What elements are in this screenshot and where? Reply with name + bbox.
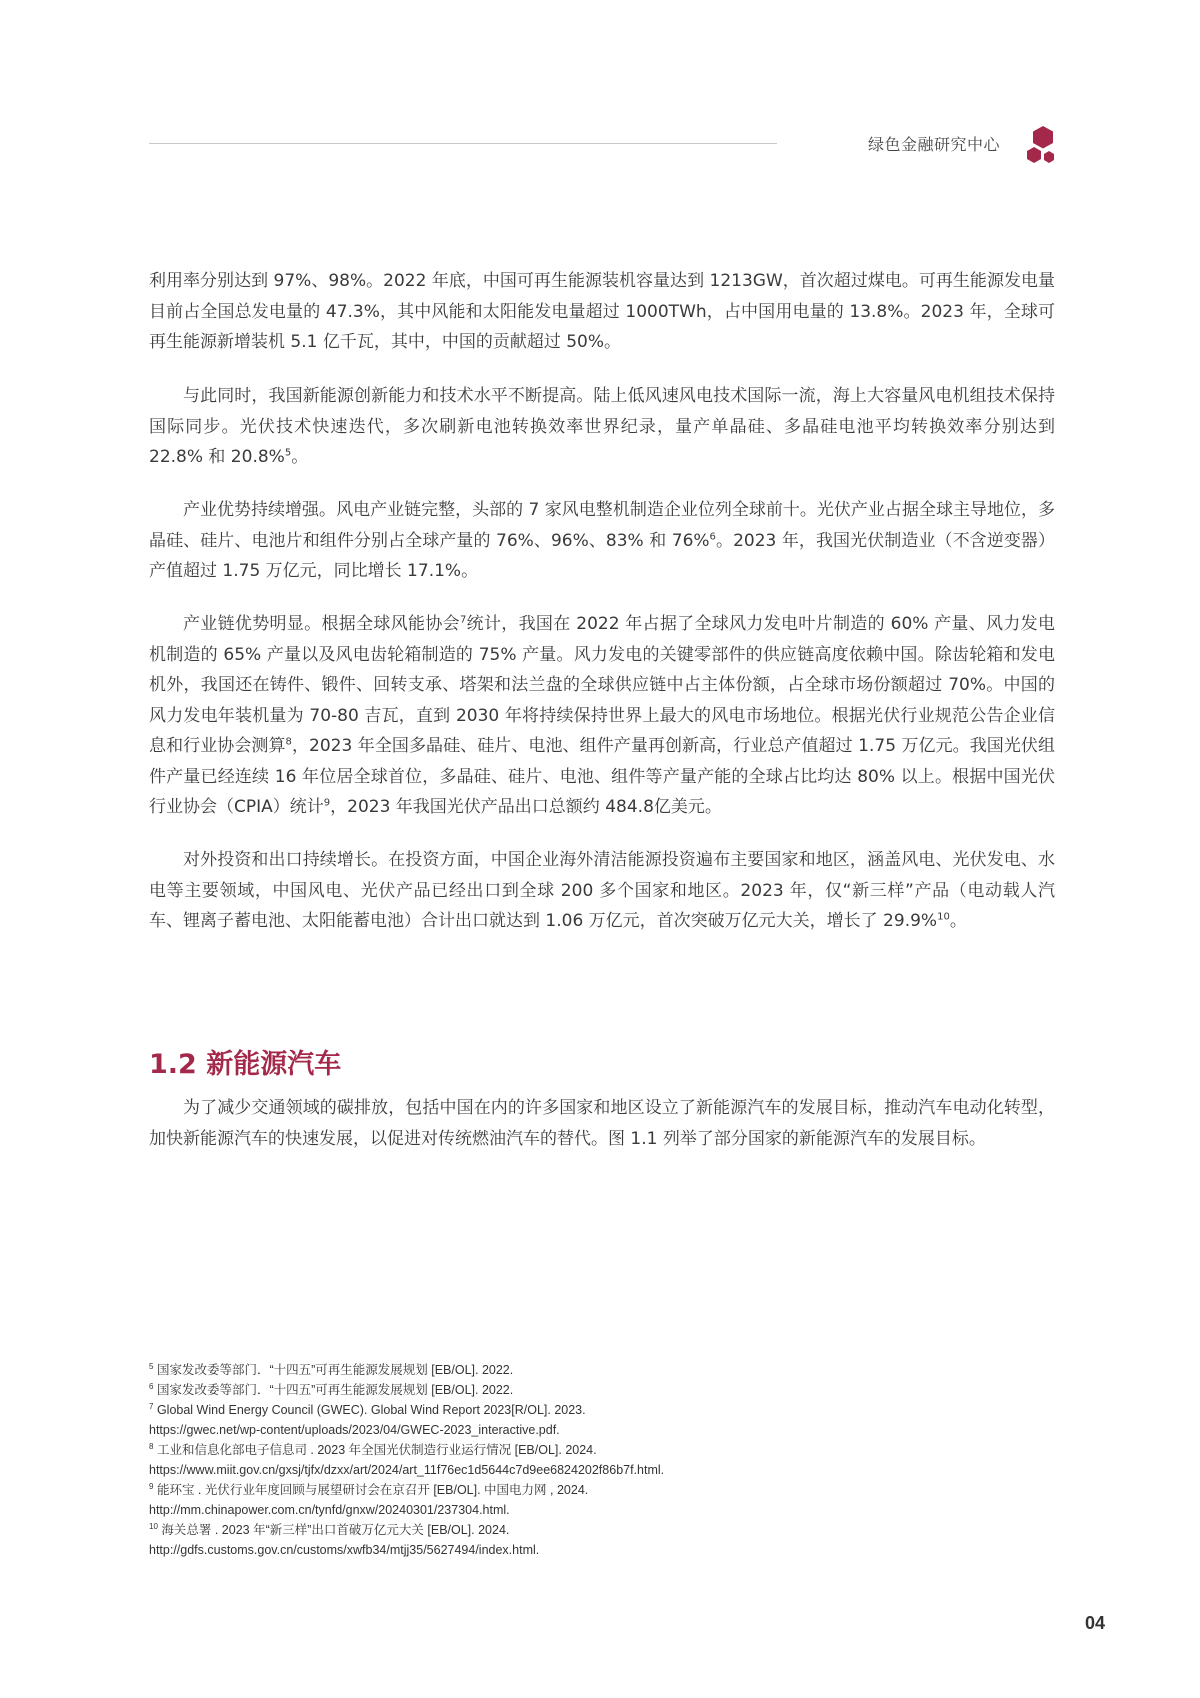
footnote-10-url[interactable]: http://gdfs.customs.gov.cn/customs/xwfb34/mtjj35/5627494/index.html. [149, 1543, 540, 1557]
footnote-number: 5 [149, 1361, 154, 1371]
footnote-7 [149, 1400, 1049, 1420]
footnote-9-url[interactable]: http://mm.chinapower.com.cn/tynfd/gnxw/20240301/237304.html. [149, 1503, 510, 1517]
paragraph-text: 利用率分别达到 97%、98%。2022 年底，中国可再生能源装机容量达到 1213GW，首次超过煤电。可再生能源发电量目前占全国总发电量的 47.3%，其中风能和太阳能发电量超过 1000TWh，占中国用电量的 13.8%。2023 年，全球可再生能源新增装机 5.1 亿千瓦，其中，中国的贡献超过 50%。 [149, 271, 1055, 352]
header-organization: 绿色金融研究中心 [868, 135, 1001, 154]
paragraph-text: ，2023 年我国光伏产品出口总额约 484.8亿美元。 [330, 797, 722, 817]
footnote-ref[interactable]: 7 [459, 614, 467, 626]
footnote-text: 工业和信息化部电子信息司 . 2023 年全国光伏制造行业运行情况 [EB/OL]. 2024. [156, 1443, 597, 1457]
footnote-text: 海关总署 . 2023 年“新三样”出口首破万亿元大关 [EB/OL]. 2024. [161, 1523, 510, 1537]
paragraph-text: 为了减少交通领域的碳排放，包括中国在内的许多国家和地区设立了新能源汽车的发展目标，推动汽车电动化转型，加快新能源汽车的快速发展，以促进对传统燃油汽车的替代。图 1.1 列举了部分国家的新能源汽车的发展目标。 [149, 1098, 1055, 1149]
footnote-8-url[interactable]: https://www.miit.gov.cn/gxsj/tjfx/dzxx/art/2024/art_11f76ec1d5644c7d9ee6824202f86b7f.html. [149, 1463, 665, 1477]
paragraph-investment-export [149, 845, 1055, 937]
footnote-5 [149, 1360, 1049, 1380]
paragraph-text: 产业链优势明显。根据全球风能协会 [183, 614, 460, 634]
footnote-ref[interactable]: 9 [323, 797, 331, 809]
paragraph-text: 与此同时，我国新能源创新能力和技术水平不断提高。陆上低风速风电技术国际一流，海上大容量风电机组技术保持国际同步。光伏技术快速迭代，多次刷新电池转换效率世界纪录，量产单晶硅、多晶硅电池平均转换效率分别达到 22.8% 和 20.8% [149, 386, 1055, 467]
footnote-ref[interactable]: 5 [284, 447, 292, 459]
footnote-number: 7 [149, 1401, 154, 1411]
footnote-9 [149, 1480, 1049, 1500]
footnote-6 [149, 1380, 1049, 1400]
footnote-10 [149, 1520, 1049, 1540]
footnotes [149, 1360, 1049, 1560]
paragraph-supply-chain [149, 609, 1055, 823]
footnote-8 [149, 1440, 1049, 1460]
paragraph-renewable-capacity [149, 266, 1055, 358]
footnote-number: 9 [149, 1481, 154, 1491]
header-divider [149, 143, 777, 144]
footnote-number: 10 [149, 1521, 158, 1531]
footnote-text: 国家发改委等部门．“十四五”可再生能源发展规划 [EB/OL]. 2022. [156, 1363, 514, 1377]
paragraph-text-end: 。 [291, 447, 309, 467]
hexagon-cluster-icon [1025, 125, 1059, 165]
paragraph-text-end: 。2023 年，我国光伏制造业（不含逆变器）产值超过 1.75 万亿元，同比增长 17.1%。 [149, 530, 1055, 581]
page-number: 04 [1085, 1613, 1106, 1633]
footnote-number: 6 [149, 1381, 154, 1391]
paragraph-industry-advantage [149, 495, 1055, 587]
footnote-text: 能环宝 . 光伏行业年度回顾与展望研讨会在京召开 [EB/OL]. 中国电力网 , 2024. [156, 1483, 589, 1497]
paragraph-nev-intro [149, 1093, 1055, 1154]
paragraph-text-end: 。 [949, 911, 967, 931]
paragraph-text: ，2023 年全国多晶硅、硅片、电池、组件产量再创新高，行业总产值超过 1.75 万亿元。我国光伏组件产量已经连续 16 年位居全球首位，多晶硅、硅片、电池、组件等产量产能的全球占比均达 80% 以上。根据中国光伏行业协会（CPIA）统计 [149, 736, 1056, 817]
footnote-ref[interactable]: 8 [285, 736, 292, 748]
footnote-text: 国家发改委等部门．“十四五”可再生能源发展规划 [EB/OL]. 2022. [156, 1383, 514, 1397]
footnote-7-url[interactable]: https://gwec.net/wp-content/uploads/2023/04/GWEC-2023_interactive.pdf. [149, 1423, 560, 1437]
footnote-number: 8 [149, 1441, 154, 1451]
paragraph-text: 对外投资和出口持续增长。在投资方面，中国企业海外清洁能源投资遍布主要国家和地区，涵盖风电、光伏发电、水电等主要领域，中国风电、光伏产品已经出口到全球 200 多个国家和地区。2023 年，仅“新三样”产品（电动载人汽车、锂离子蓄电池、太阳能蓄电池）合计出口就达到 1.06 万亿元，首次突破万亿元大关，增长了 29.9% [149, 850, 1055, 931]
paragraph-innovation [149, 381, 1055, 473]
footnote-ref[interactable]: 10 [937, 911, 950, 923]
footnote-ref[interactable]: 6 [709, 530, 716, 542]
footnote-text: Global Wind Energy Council (GWEC). Global Wind Report 2023[R/OL]. 2023. [156, 1403, 586, 1417]
paragraph-text: 统计，我国在 2022 年占据了全球风力发电叶片制造的 60% 产量、风力发电机制造的 65% 产量以及风电齿轮箱制造的 75% 产量。风力发电的关键零部件的供应链高度依赖中国。除齿轮箱和发电机外，我国还在铸件、锻件、回转支承、塔架和法兰盘的全球供应链中占主体份额，占全球市场份额超过 70%。中国的风力发电年装机量为 70-80 吉瓦，直到 2030 年将持续保持世界上最大的风电市场地位。根据光伏行业规范公告企业信息和行业协会测算 [149, 614, 1055, 756]
paragraph-text: 产业优势持续增强。风电产业链完整，头部的 7 家风电整机制造企业位列全球前十。光伏产业占据全球主导地位，多晶硅、硅片、电池片和组件分别占全球产量的 76%、96%、83% 和 76% [149, 500, 1055, 551]
section-title: 1.2 新能源汽车 [149, 1049, 342, 1080]
